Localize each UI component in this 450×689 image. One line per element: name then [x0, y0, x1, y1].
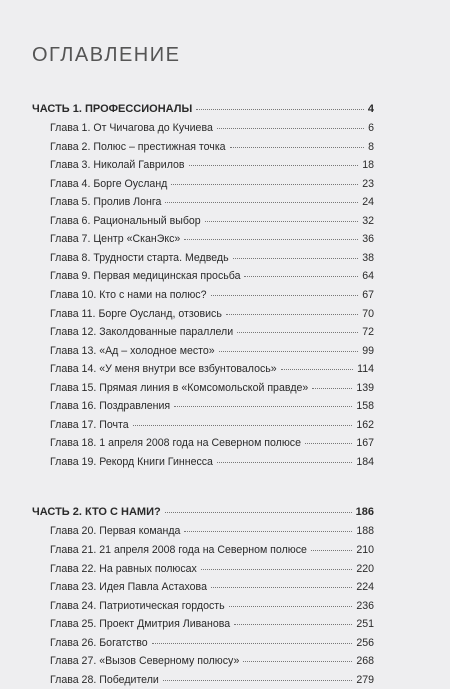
- toc-part-heading-page-number: 4: [367, 103, 374, 115]
- toc-chapter-row-label: Глава 13. «Ад – холодное место»: [50, 344, 215, 357]
- toc-chapter-row-label: Глава 19. Рекорд Книги Гиннесса: [50, 455, 213, 468]
- toc-chapter-row-page-number: 268: [356, 655, 374, 668]
- toc-chapter-row[interactable]: [32, 560, 374, 579]
- dot-leader: [233, 258, 359, 259]
- dot-leader: [205, 221, 359, 222]
- toc-chapter-row[interactable]: [32, 305, 374, 324]
- toc-chapter-row[interactable]: [32, 397, 374, 416]
- dot-leader: [244, 276, 358, 277]
- toc-chapter-row-page-number: 210: [356, 544, 374, 557]
- toc-chapter-row-page-number: 38: [362, 251, 374, 264]
- toc-part-heading[interactable]: [32, 503, 374, 522]
- toc-chapter-row-page-number: 184: [356, 455, 374, 468]
- toc-chapter-row[interactable]: [32, 342, 374, 361]
- toc-chapter-row-page-number: 99: [362, 344, 374, 357]
- toc-chapter-row-page-number: 23: [362, 177, 374, 190]
- dot-leader: [217, 462, 352, 463]
- toc-chapter-row-label: Глава 23. Идея Павла Астахова: [50, 581, 207, 594]
- toc-chapter-row[interactable]: [32, 138, 374, 157]
- toc-chapter-row-label: Глава 21. 21 апреля 2008 года на Северном полюсе: [50, 544, 307, 557]
- toc-chapter-row[interactable]: [32, 434, 374, 453]
- toc-chapter-row[interactable]: [32, 249, 374, 268]
- dot-leader: [305, 443, 352, 444]
- toc-chapter-row-label: Глава 4. Борге Оусланд: [50, 177, 168, 190]
- toc-chapter-row-label: Глава 26. Богатство: [50, 636, 148, 649]
- toc-chapter-row[interactable]: [32, 360, 374, 379]
- toc-chapter-row[interactable]: [32, 522, 374, 541]
- toc-chapter-row[interactable]: [32, 597, 374, 616]
- dot-leader: [165, 512, 352, 513]
- dot-leader: [234, 624, 352, 625]
- toc-chapter-row[interactable]: [32, 379, 374, 398]
- toc-chapter-row-page-number: 67: [362, 288, 374, 301]
- toc-chapter-row-page-number: 158: [356, 400, 374, 413]
- toc-chapter-row[interactable]: [32, 212, 374, 231]
- toc-chapter-row-label: Глава 5. Пролив Лонга: [50, 196, 162, 209]
- toc-chapter-row-label: Глава 27. «Вызов Северному полюсу»: [50, 655, 240, 668]
- dot-leader: [230, 147, 365, 148]
- toc-chapter-row[interactable]: [32, 615, 374, 634]
- toc-chapter-row-label: Глава 12. Заколдованные параллели: [50, 326, 234, 339]
- dot-leader: [184, 531, 352, 532]
- toc-chapter-row[interactable]: [32, 671, 374, 689]
- toc-chapter-row[interactable]: [32, 578, 374, 597]
- toc-chapter-row-label: Глава 15. Прямая линия в «Комсомольской правде»: [50, 381, 309, 394]
- toc-chapter-row[interactable]: [32, 541, 374, 560]
- toc-chapter-row-page-number: 139: [356, 381, 374, 394]
- toc-chapter-row[interactable]: [32, 175, 374, 194]
- dot-leader: [226, 314, 358, 315]
- toc-chapter-row-label: Глава 28. Победители: [50, 673, 159, 686]
- dot-leader: [311, 550, 352, 551]
- toc-chapter-row-label: Глава 24. Патриотическая гордость: [50, 599, 225, 612]
- toc-chapter-row-page-number: 279: [356, 673, 374, 686]
- toc-chapter-row-label: Глава 8. Трудности старта. Медведь: [50, 251, 229, 264]
- toc-chapter-row[interactable]: [32, 119, 374, 138]
- toc-chapter-row-label: Глава 11. Борге Оусланд, отзовись: [50, 307, 222, 320]
- toc-chapter-row-page-number: 36: [362, 233, 374, 246]
- page-title: ОГЛАВЛЕНИЕ: [32, 44, 181, 66]
- toc-part-2: [32, 503, 374, 689]
- dot-leader: [184, 239, 358, 240]
- dot-leader: [243, 661, 352, 662]
- dot-leader: [152, 643, 353, 644]
- toc-chapter-row-page-number: 24: [362, 196, 374, 209]
- toc-chapter-row[interactable]: [32, 156, 374, 175]
- toc-chapter-row-label: Глава 10. Кто с нами на полюс?: [50, 288, 207, 301]
- toc-chapter-row-page-number: 256: [356, 636, 374, 649]
- toc-chapter-row-page-number: 167: [356, 437, 374, 450]
- toc-chapter-row-label: Глава 25. Проект Дмитрия Ливанова: [50, 618, 231, 631]
- dot-leader: [174, 406, 352, 407]
- toc-chapter-row-page-number: 114: [357, 363, 374, 376]
- toc-chapter-row[interactable]: [32, 267, 374, 286]
- toc-chapter-row-page-number: 236: [356, 599, 374, 612]
- dot-leader: [211, 587, 352, 588]
- dot-leader: [133, 425, 353, 426]
- toc-chapter-row[interactable]: [32, 323, 374, 342]
- dot-leader: [165, 202, 358, 203]
- toc-chapter-row-page-number: 220: [356, 562, 374, 575]
- dot-leader: [217, 128, 364, 129]
- dot-leader: [219, 351, 359, 352]
- toc-chapter-row[interactable]: [32, 230, 374, 249]
- dot-leader: [312, 388, 352, 389]
- toc-chapter-row[interactable]: [32, 634, 374, 653]
- toc-part-heading-page-number: 186: [355, 506, 374, 519]
- toc-chapter-row-label: Глава 1. От Чичагова до Кучиева: [50, 122, 213, 135]
- toc-part-heading-label: ЧАСТЬ 1. ПРОФЕССИОНАЛЫ: [32, 103, 193, 115]
- dot-leader: [211, 295, 359, 296]
- toc-chapter-row-page-number: 64: [362, 270, 374, 283]
- dot-leader: [229, 606, 353, 607]
- dot-leader: [171, 184, 358, 185]
- dot-leader: [189, 165, 359, 166]
- dot-leader: [196, 109, 364, 110]
- toc-chapter-row-label: Глава 9. Первая медицинская просьба: [50, 270, 241, 283]
- toc-chapter-row-page-number: 251: [356, 618, 374, 631]
- toc-chapter-row-page-number: 8: [368, 140, 374, 153]
- toc-part-heading-label: ЧАСТЬ 2. КТО С НАМИ?: [32, 506, 161, 519]
- toc-chapter-row-page-number: 70: [362, 307, 374, 320]
- toc-chapter-row-label: Глава 6. Рациональный выбор: [50, 214, 201, 227]
- toc-chapter-row-page-number: 224: [356, 581, 374, 594]
- toc-chapter-row-label: Глава 14. «У меня внутри все взбунтовалось»: [50, 363, 277, 376]
- toc-chapter-row-label: Глава 2. Полюс – престижная точка: [50, 140, 226, 153]
- dot-leader: [163, 680, 352, 681]
- toc-chapter-row-label: Глава 18. 1 апреля 2008 года на Северном полюсе: [50, 437, 302, 450]
- dot-leader: [281, 369, 353, 370]
- toc-chapter-row-label: Глава 3. Николай Гаврилов: [50, 159, 185, 172]
- toc-chapter-row-page-number: 72: [362, 326, 374, 339]
- toc-chapter-row-page-number: 188: [356, 525, 374, 538]
- toc-chapter-row[interactable]: [32, 286, 374, 305]
- toc-chapter-row[interactable]: [32, 652, 374, 671]
- toc-chapter-row-page-number: 18: [362, 159, 374, 172]
- toc-chapter-row[interactable]: [32, 416, 374, 435]
- toc-part-heading[interactable]: [32, 100, 374, 119]
- toc-chapter-row-label: Глава 20. Первая команда: [50, 525, 181, 538]
- toc-chapter-row-label: Глава 7. Центр «СканЭкс»: [50, 233, 181, 246]
- toc-part-1: [32, 100, 374, 471]
- toc-chapter-row[interactable]: [32, 453, 374, 472]
- toc-chapter-row-label: Глава 16. Поздравления: [50, 400, 171, 413]
- toc-chapter-row-page-number: 32: [362, 214, 374, 227]
- toc-chapter-row-page-number: 162: [356, 418, 374, 431]
- toc-chapter-row-label: Глава 17. Почта: [50, 418, 129, 431]
- toc-chapter-row[interactable]: [32, 193, 374, 212]
- toc-chapter-row-page-number: 6: [368, 122, 374, 135]
- toc-chapter-row-label: Глава 22. На равных полюсах: [50, 562, 197, 575]
- dot-leader: [237, 332, 358, 333]
- dot-leader: [201, 569, 352, 570]
- table-of-contents: [32, 100, 374, 689]
